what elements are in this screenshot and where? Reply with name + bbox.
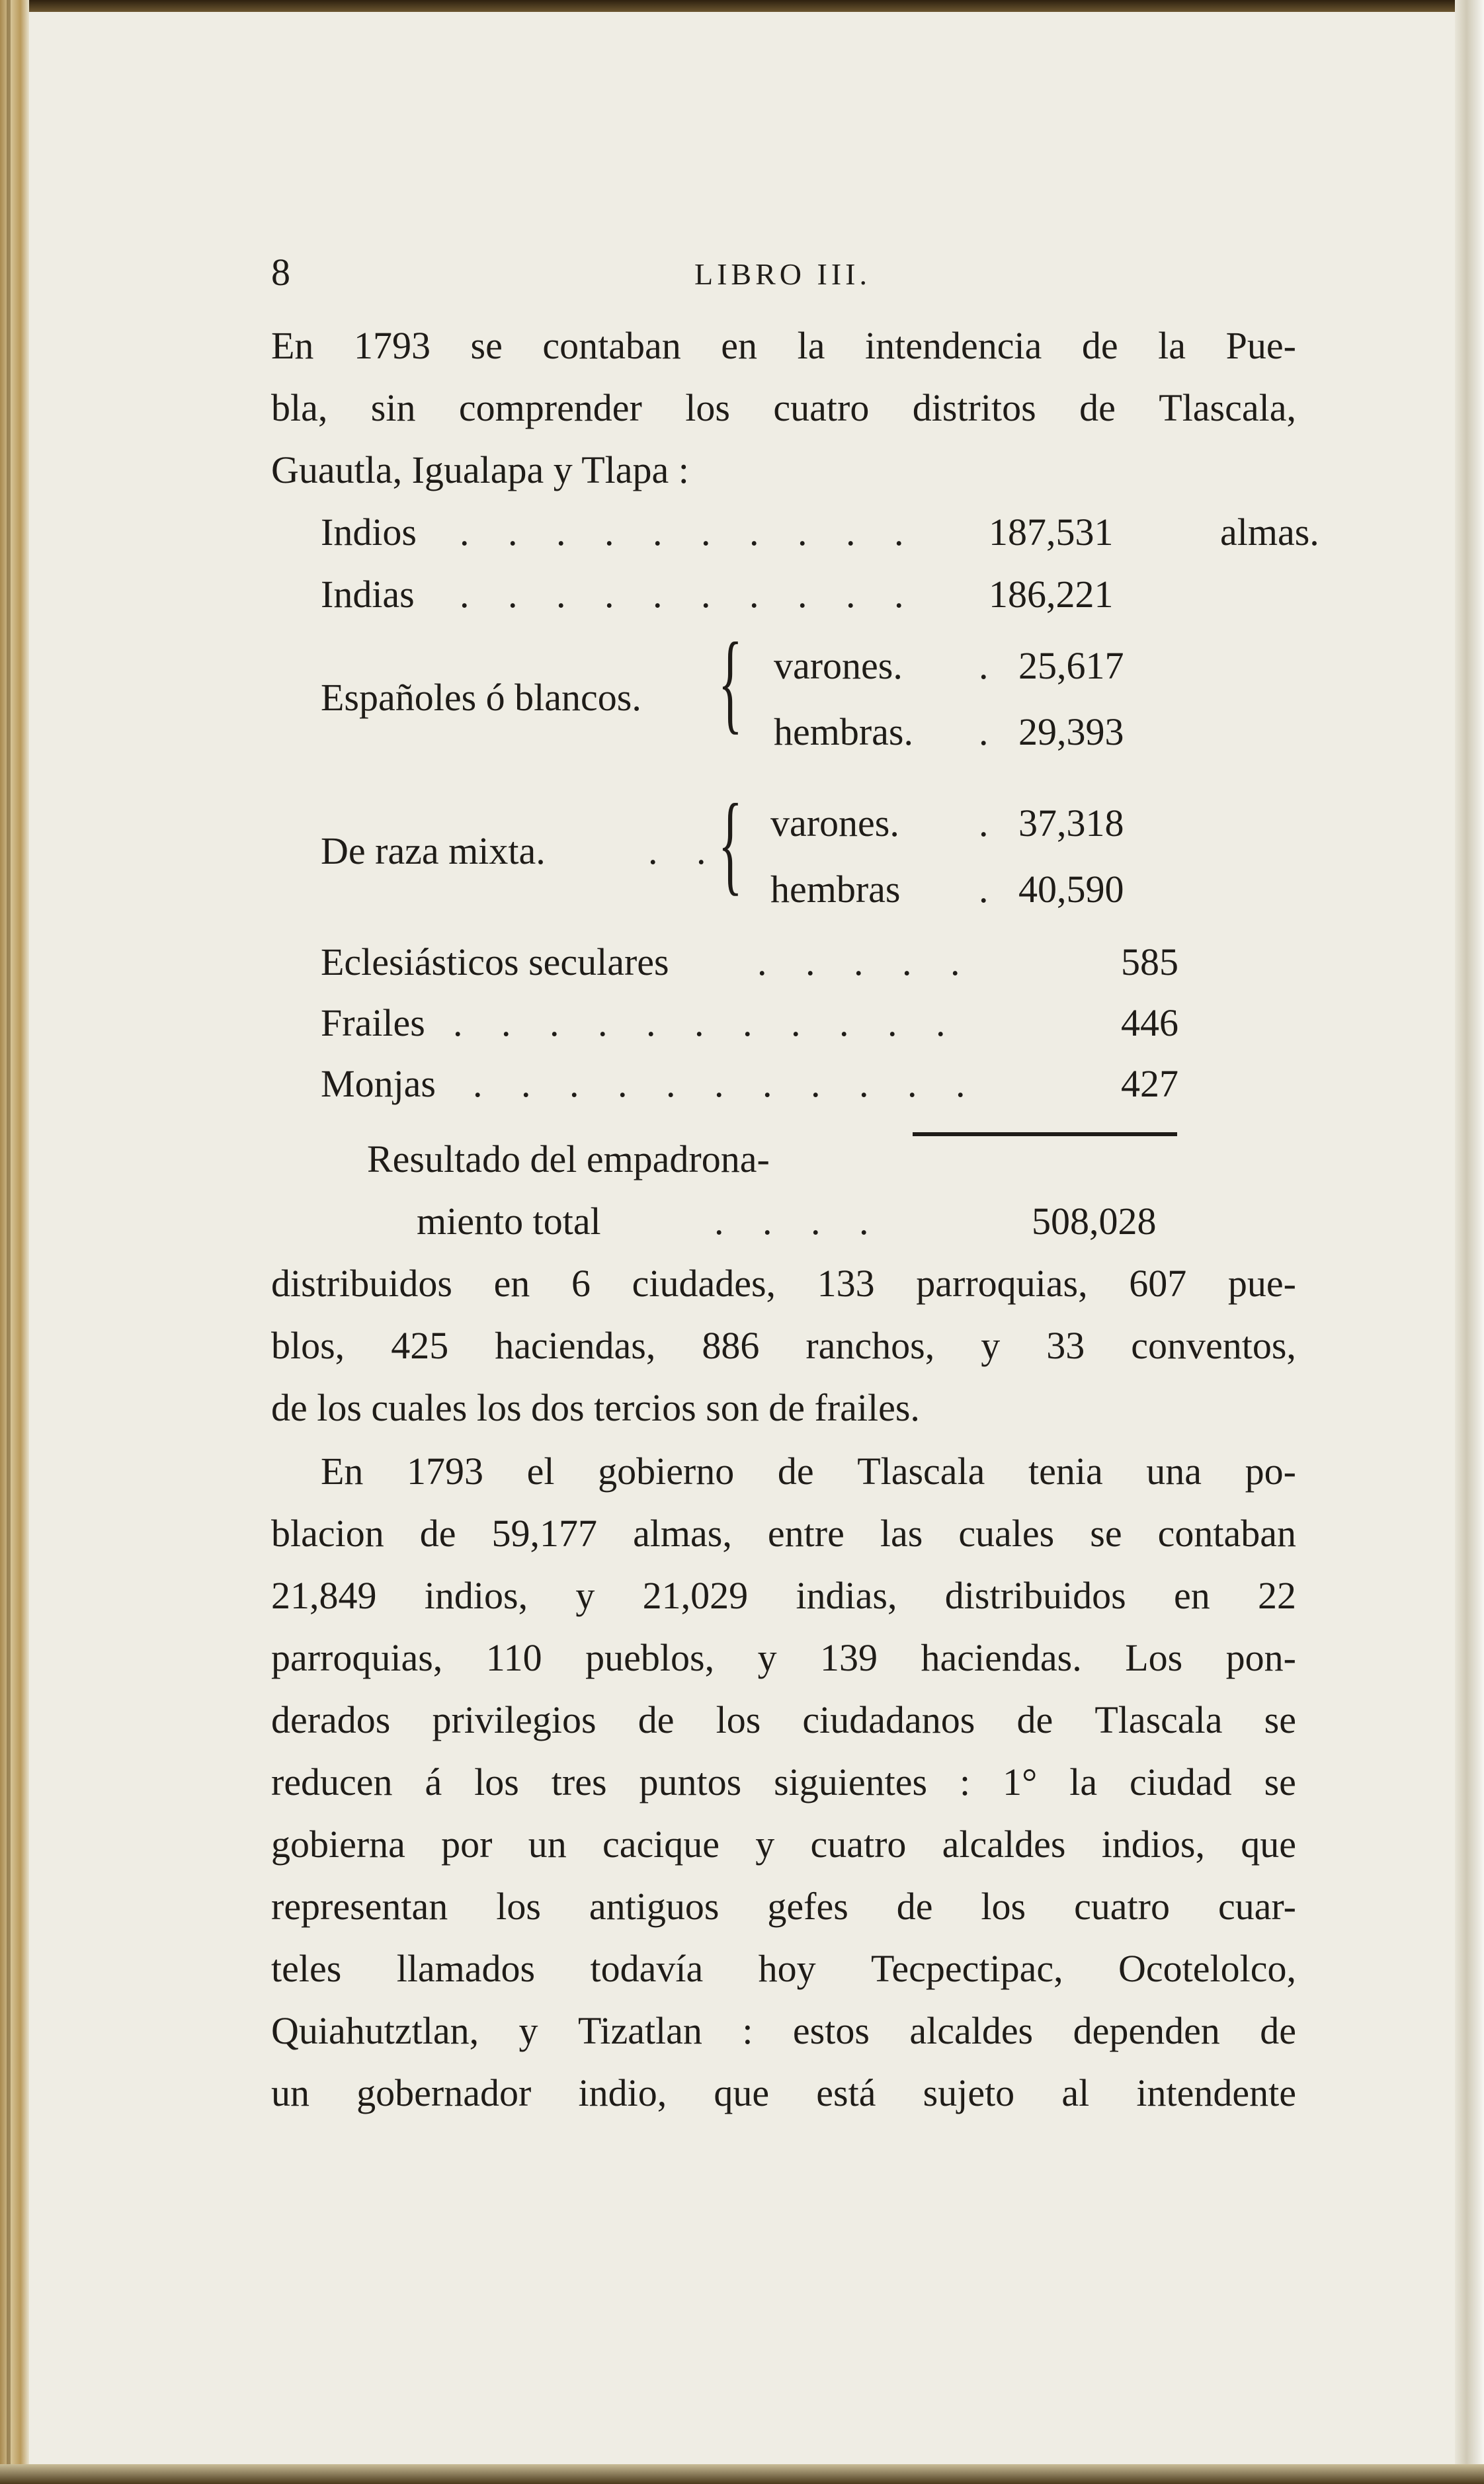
- leader-dots: . . . . . . . . . . .: [453, 1001, 960, 1044]
- total-label-line-1: Resultado del empadrona-: [367, 1138, 770, 1180]
- para1-line-2: [271, 1323, 1296, 1369]
- group-item-value: 37,318: [1018, 802, 1124, 845]
- word: en: [493, 1262, 530, 1305]
- word: los: [716, 1698, 761, 1741]
- word: estos: [792, 2009, 870, 2052]
- word: contaban: [542, 324, 681, 367]
- intro-line-3: Guautla, Igualapa y Tlapa :: [271, 448, 689, 491]
- group-item-value: 25,617: [1018, 644, 1124, 687]
- word: blacion: [271, 1512, 384, 1555]
- word: ciudadanos: [802, 1698, 975, 1741]
- word: pue-: [1227, 1262, 1296, 1305]
- word: conventos,: [1131, 1324, 1296, 1367]
- word: haciendas.: [921, 1636, 1082, 1679]
- page-bottom-edge: [0, 2464, 1484, 2484]
- para2-line-11: [271, 2070, 1296, 2116]
- page-right-edge: [1455, 0, 1484, 2484]
- word: alcaldes: [942, 1823, 1066, 1866]
- word: un: [271, 2071, 309, 2114]
- page-number: 8: [271, 251, 290, 294]
- word: un: [528, 1823, 567, 1866]
- group-label-espanoles: Españoles ó blancos.: [321, 676, 641, 719]
- word: 1793: [407, 1450, 484, 1493]
- leader-dots: . .: [648, 829, 721, 872]
- word: los: [685, 386, 730, 429]
- word: puntos: [639, 1760, 742, 1803]
- word: indio,: [578, 2071, 667, 2114]
- word: Ocotelolco,: [1118, 1947, 1296, 1990]
- group-item-label: varones.: [770, 802, 899, 845]
- word: 886: [702, 1324, 760, 1367]
- word: indias,: [796, 1574, 897, 1617]
- sum-rule: [913, 1132, 1177, 1136]
- word: tres: [551, 1760, 607, 1803]
- word: la: [797, 324, 825, 367]
- word: contaban: [1157, 1512, 1296, 1555]
- para2-line-2: [271, 1511, 1296, 1557]
- word: 22: [1258, 1574, 1296, 1617]
- word: está: [816, 2071, 876, 2114]
- binding-edge: [0, 0, 29, 2484]
- word: y: [518, 2009, 538, 2052]
- word: que: [714, 2071, 770, 2114]
- page-top-edge: [0, 0, 1484, 12]
- word: de: [1260, 2009, 1296, 2052]
- word: ciudad: [1130, 1760, 1232, 1803]
- group-item-value: 29,393: [1018, 710, 1124, 753]
- word: 139: [820, 1636, 878, 1679]
- word: las: [880, 1512, 923, 1555]
- word: de: [638, 1698, 675, 1741]
- word: 133: [817, 1262, 875, 1305]
- census-value: 186,221: [989, 573, 1114, 616]
- word: intendente: [1136, 2071, 1296, 2114]
- word: distribuidos: [944, 1574, 1126, 1617]
- para2-line-9: [271, 1946, 1296, 1992]
- census-value: 585: [1121, 940, 1178, 983]
- para2-line-6: [271, 1759, 1296, 1805]
- word: alcaldes: [909, 2009, 1034, 2052]
- word: parroquias,: [916, 1262, 1088, 1305]
- para2-line-10: [271, 2008, 1296, 2054]
- group-item-label: hembras.: [774, 710, 913, 753]
- para1-line-3: de los cuales los dos tercios son de frailes.: [271, 1386, 920, 1429]
- word: 607: [1129, 1262, 1187, 1305]
- word: cuatro: [810, 1823, 907, 1866]
- word: reducen: [271, 1760, 393, 1803]
- word: cuatro: [1074, 1885, 1170, 1928]
- group-item-label: hembras: [770, 868, 901, 911]
- word: parroquias,: [271, 1636, 443, 1679]
- census-label: Indias: [321, 573, 415, 616]
- word: siguientes: [774, 1760, 928, 1803]
- word: tenia: [1028, 1450, 1103, 1493]
- word: sujeto: [923, 2071, 1015, 2114]
- word: Quiahutztlan,: [271, 2009, 479, 2052]
- word: se: [1090, 1512, 1122, 1555]
- census-label: Indios: [321, 511, 417, 554]
- word: en: [721, 324, 758, 367]
- para1-line-1: [271, 1261, 1296, 1307]
- word: 110: [485, 1636, 542, 1679]
- word: comprender: [458, 386, 642, 429]
- total-label-line-2: miento total: [417, 1200, 601, 1243]
- curly-brace: {: [718, 781, 743, 905]
- word: gefes: [767, 1885, 848, 1928]
- leader-dot: .: [979, 868, 989, 911]
- census-label: Monjas: [321, 1062, 436, 1105]
- word: la: [1158, 324, 1186, 367]
- word: 59,177: [491, 1512, 598, 1555]
- word: gobernador: [356, 2071, 532, 2114]
- intro-line-2: [271, 385, 1296, 431]
- para2-line-1: [321, 1448, 1296, 1495]
- word: dependen: [1073, 2009, 1220, 2052]
- word: hoy: [758, 1947, 816, 1990]
- word: sin: [370, 386, 416, 429]
- word: indios,: [424, 1574, 528, 1617]
- word: ciudades,: [632, 1262, 776, 1305]
- word: :: [960, 1760, 971, 1803]
- census-value: 187,531: [989, 511, 1114, 554]
- total-value: 508,028: [1032, 1200, 1157, 1243]
- word: Tizatlan: [577, 2009, 702, 2052]
- para2-line-5: [271, 1697, 1296, 1743]
- leader-dots: . . . . . . . . . .: [460, 511, 919, 554]
- word: se: [470, 324, 503, 367]
- word: ranchos,: [805, 1324, 935, 1367]
- group-item-label: varones.: [774, 644, 903, 687]
- word: y: [755, 1823, 775, 1866]
- word: privilegios: [432, 1698, 597, 1741]
- word: almas,: [633, 1512, 732, 1555]
- para2-line-3: [271, 1573, 1296, 1619]
- word: gobierna: [271, 1823, 405, 1866]
- word: 21,029: [642, 1574, 749, 1617]
- word: Tlascala: [857, 1450, 985, 1493]
- census-value: 446: [1121, 1001, 1178, 1044]
- word: En: [321, 1450, 364, 1493]
- word: llamados: [396, 1947, 536, 1990]
- para2-line-8: [271, 1884, 1296, 1930]
- leader-dots: . . . . . . . . . . .: [473, 1062, 980, 1105]
- word: los: [474, 1760, 519, 1803]
- word: Tlascala: [1094, 1698, 1223, 1741]
- word: Los: [1125, 1636, 1183, 1679]
- leader-dots: . . . .: [714, 1200, 884, 1243]
- word: blos,: [271, 1324, 345, 1367]
- word: de: [1079, 386, 1116, 429]
- word: los: [496, 1885, 541, 1928]
- para2-line-7: [271, 1821, 1296, 1868]
- word: el: [526, 1450, 555, 1493]
- word: á: [425, 1760, 442, 1803]
- word: teles: [271, 1947, 342, 1990]
- running-title: LIBRO III.: [694, 257, 871, 291]
- word: pon-: [1225, 1636, 1296, 1679]
- word: intendencia: [865, 324, 1042, 367]
- word: po-: [1245, 1450, 1296, 1493]
- word: gobierno: [598, 1450, 735, 1493]
- census-label: Frailes: [321, 1001, 425, 1044]
- word: 21,849: [271, 1574, 377, 1617]
- word: 1793: [353, 324, 431, 367]
- word: 6: [571, 1262, 591, 1305]
- word: de: [896, 1885, 933, 1928]
- word: de: [777, 1450, 814, 1493]
- word: En: [271, 324, 314, 367]
- word: cuatro: [773, 386, 870, 429]
- word: distritos: [912, 386, 1036, 429]
- word: la: [1069, 1760, 1098, 1803]
- word: de: [1016, 1698, 1053, 1741]
- leader-dots: . . . . . . . . . .: [460, 573, 919, 616]
- word: 425: [391, 1324, 449, 1367]
- leader-dot: .: [979, 644, 989, 687]
- group-label-raza-mixta: De raza mixta.: [321, 829, 546, 872]
- word: Tecpectipac,: [871, 1947, 1063, 1990]
- word: 1°: [1003, 1760, 1038, 1803]
- word: representan: [271, 1885, 448, 1928]
- word: antiguos: [589, 1885, 720, 1928]
- intro-line-1: [271, 323, 1296, 369]
- word: cuales: [958, 1512, 1055, 1555]
- word: de: [1081, 324, 1118, 367]
- word: derados: [271, 1698, 391, 1741]
- word: Tlascala,: [1159, 386, 1296, 429]
- leader-dot: .: [979, 802, 989, 845]
- word: :: [742, 2009, 753, 2052]
- word: 33: [1046, 1324, 1085, 1367]
- word: indios,: [1101, 1823, 1205, 1866]
- word: haciendas,: [495, 1324, 656, 1367]
- word: y: [575, 1574, 595, 1617]
- word: al: [1061, 2071, 1090, 2114]
- leader-dots: . . . . .: [757, 940, 975, 983]
- census-unit: almas.: [1220, 511, 1319, 554]
- word: y: [757, 1636, 777, 1679]
- census-label: Eclesiásticos seculares: [321, 940, 669, 983]
- word: todavía: [590, 1947, 704, 1990]
- word: una: [1146, 1450, 1202, 1493]
- word: y: [981, 1324, 1001, 1367]
- word: pueblos,: [585, 1636, 715, 1679]
- word: cacique: [602, 1823, 720, 1866]
- word: bla,: [271, 386, 328, 429]
- word: en: [1173, 1574, 1210, 1617]
- word: los: [981, 1885, 1026, 1928]
- word: distribuidos: [271, 1262, 452, 1305]
- word: cuar-: [1217, 1885, 1296, 1928]
- word: se: [1264, 1760, 1296, 1803]
- word: Pue-: [1225, 324, 1296, 367]
- census-value: 427: [1121, 1062, 1178, 1105]
- group-item-value: 40,590: [1018, 868, 1124, 911]
- word: se: [1264, 1698, 1296, 1741]
- leader-dot: .: [979, 710, 989, 753]
- word: por: [441, 1823, 493, 1866]
- para2-line-4: [271, 1635, 1296, 1681]
- word: que: [1241, 1823, 1296, 1866]
- curly-brace: {: [718, 620, 743, 744]
- word: entre: [767, 1512, 845, 1555]
- word: de: [419, 1512, 456, 1555]
